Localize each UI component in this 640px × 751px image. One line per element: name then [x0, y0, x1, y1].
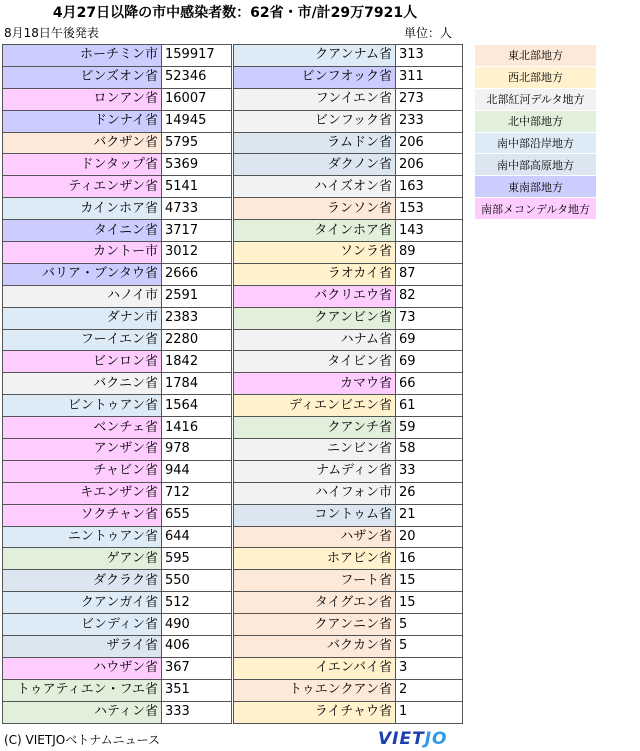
legend-item: 北中部地方	[475, 110, 597, 132]
table-row	[3, 351, 232, 373]
case-count: 87	[396, 263, 463, 285]
case-count: 2666	[162, 263, 232, 285]
table-row	[3, 263, 232, 285]
legend-row	[475, 198, 597, 220]
table-row	[234, 132, 463, 154]
table-row	[234, 66, 463, 88]
legend-row	[475, 132, 597, 154]
case-count: 21	[396, 504, 463, 526]
case-count: 206	[396, 132, 463, 154]
case-count: 512	[162, 592, 232, 614]
prefecture-name: ドンタップ省	[3, 154, 162, 176]
prefecture-name: ビンディン省	[3, 614, 162, 636]
table-row	[234, 460, 463, 482]
table-row	[234, 657, 463, 679]
prefecture-name: クアンナム省	[234, 45, 396, 67]
table-row	[234, 285, 463, 307]
prefecture-name: コントゥム省	[234, 504, 396, 526]
table-row	[234, 614, 463, 636]
case-count: 233	[396, 110, 463, 132]
prefecture-name: バクザン省	[3, 132, 162, 154]
prefecture-name: タイグエン省	[234, 592, 396, 614]
table-row	[234, 679, 463, 701]
prefecture-name: ドンナイ省	[3, 110, 162, 132]
case-count: 206	[396, 154, 463, 176]
case-count: 5795	[162, 132, 232, 154]
case-count: 2280	[162, 329, 232, 351]
prefecture-name: バクニン省	[3, 373, 162, 395]
case-count: 4733	[162, 198, 232, 220]
case-count: 595	[162, 548, 232, 570]
table-row	[3, 592, 232, 614]
table-row	[3, 657, 232, 679]
case-count: 15	[396, 592, 463, 614]
case-count: 61	[396, 395, 463, 417]
case-count: 712	[162, 482, 232, 504]
prefecture-name: ニントゥアン省	[3, 526, 162, 548]
case-count: 3012	[162, 242, 232, 264]
case-count: 1842	[162, 351, 232, 373]
case-count: 15	[396, 570, 463, 592]
prefecture-name: ハティン省	[3, 701, 162, 723]
table-row	[3, 198, 232, 220]
case-count: 1564	[162, 395, 232, 417]
legend-item: 東北部地方	[475, 45, 597, 67]
prefecture-name: クアンニン省	[234, 614, 396, 636]
prefecture-name: フーイエン省	[3, 329, 162, 351]
case-count: 2383	[162, 307, 232, 329]
table-row	[234, 242, 463, 264]
table-row	[3, 307, 232, 329]
prefecture-name: カインホア省	[3, 198, 162, 220]
prefecture-name: タイニン省	[3, 220, 162, 242]
table-row	[3, 88, 232, 110]
table-row	[3, 373, 232, 395]
table-row	[234, 504, 463, 526]
legend-item: 南中部高原地方	[475, 154, 597, 176]
table-row	[234, 548, 463, 570]
legend-item: 北部紅河デルタ地方	[475, 88, 597, 110]
prefecture-name: フンイエン省	[234, 88, 396, 110]
table-row	[234, 592, 463, 614]
case-count: 351	[162, 679, 232, 701]
case-count: 20	[396, 526, 463, 548]
case-count: 333	[162, 701, 232, 723]
prefecture-name: ディエンビエン省	[234, 395, 396, 417]
case-count: 313	[396, 45, 463, 67]
table-row	[234, 439, 463, 461]
legend-item: 東南部地方	[475, 176, 597, 198]
prefecture-name: ベンチェ省	[3, 417, 162, 439]
case-count: 26	[396, 482, 463, 504]
table-row	[3, 176, 232, 198]
case-count: 14945	[162, 110, 232, 132]
case-count: 550	[162, 570, 232, 592]
prefecture-name: トゥエンクアン省	[234, 679, 396, 701]
table-row	[3, 395, 232, 417]
table-row	[3, 636, 232, 658]
prefecture-name: クアンチ省	[234, 417, 396, 439]
case-count: 490	[162, 614, 232, 636]
prefecture-name: アンザン省	[3, 439, 162, 461]
case-count: 1	[396, 701, 463, 723]
table-row	[3, 154, 232, 176]
table-row	[3, 45, 232, 67]
prefecture-name: ハナム省	[234, 329, 396, 351]
table-row	[3, 570, 232, 592]
prefecture-name: クアンガイ省	[3, 592, 162, 614]
prefecture-name: ザライ省	[3, 636, 162, 658]
prefecture-name: ビンフック省	[234, 110, 396, 132]
prefecture-name: バリア・ブンタウ省	[3, 263, 162, 285]
legend-row	[475, 66, 597, 88]
table-row	[234, 701, 463, 723]
case-count: 153	[396, 198, 463, 220]
prefecture-name: ダナン市	[3, 307, 162, 329]
case-count: 311	[396, 66, 463, 88]
case-count: 69	[396, 329, 463, 351]
region-legend	[474, 44, 597, 220]
prefecture-name: ダクラク省	[3, 570, 162, 592]
table-row	[3, 526, 232, 548]
legend-row	[475, 110, 597, 132]
case-count: 3	[396, 657, 463, 679]
prefecture-name: ライチャウ省	[234, 701, 396, 723]
prefecture-name: ゲアン省	[3, 548, 162, 570]
case-count: 143	[396, 220, 463, 242]
prefecture-name: ティエンザン省	[3, 176, 162, 198]
case-count: 59	[396, 417, 463, 439]
table-row	[234, 570, 463, 592]
case-count: 2591	[162, 285, 232, 307]
prefecture-name: ソンラ省	[234, 242, 396, 264]
logo-main-text: VIET	[378, 729, 425, 749]
case-count: 273	[396, 88, 463, 110]
prefecture-name: ハイフォン市	[234, 482, 396, 504]
prefecture-name: ビントゥアン省	[3, 395, 162, 417]
prefecture-name: ソクチャン省	[3, 504, 162, 526]
table-row	[3, 679, 232, 701]
case-count: 52346	[162, 66, 232, 88]
table-row	[3, 110, 232, 132]
case-count: 5369	[162, 154, 232, 176]
legend-item: 南部メコンデルタ地方	[475, 198, 597, 220]
table-row	[3, 417, 232, 439]
table-row	[3, 460, 232, 482]
table-row	[234, 636, 463, 658]
case-count: 2	[396, 679, 463, 701]
prefecture-name: ニンビン省	[234, 439, 396, 461]
table-row	[3, 439, 232, 461]
prefecture-name: ハウザン省	[3, 657, 162, 679]
table-row	[234, 263, 463, 285]
prefecture-name: クアンビン省	[234, 307, 396, 329]
table-row	[234, 307, 463, 329]
table-row	[234, 45, 463, 67]
cases-table-left	[2, 44, 232, 724]
table-row	[234, 417, 463, 439]
prefecture-name: ダクノン省	[234, 154, 396, 176]
table-row	[3, 329, 232, 351]
prefecture-name: ラオカイ省	[234, 263, 396, 285]
prefecture-name: イエンバイ省	[234, 657, 396, 679]
table-row	[3, 548, 232, 570]
prefecture-name: バクカン省	[234, 636, 396, 658]
prefecture-name: ハザン省	[234, 526, 396, 548]
prefecture-name: ハイズオン省	[234, 176, 396, 198]
case-count: 655	[162, 504, 232, 526]
case-count: 944	[162, 460, 232, 482]
table-row	[234, 154, 463, 176]
prefecture-name: バクリエウ省	[234, 285, 396, 307]
table-row	[3, 504, 232, 526]
case-count: 82	[396, 285, 463, 307]
legend-row	[475, 45, 597, 67]
case-count: 367	[162, 657, 232, 679]
logo-accent-text: JO	[424, 729, 448, 749]
prefecture-name: カントー市	[3, 242, 162, 264]
case-count: 5141	[162, 176, 232, 198]
table-row	[234, 198, 463, 220]
prefecture-name: ハノイ市	[3, 285, 162, 307]
prefecture-name: ビンロン省	[3, 351, 162, 373]
prefecture-name: チャビン省	[3, 460, 162, 482]
case-count: 66	[396, 373, 463, 395]
prefecture-name: カマウ省	[234, 373, 396, 395]
table-row	[234, 88, 463, 110]
prefecture-name: ランソン省	[234, 198, 396, 220]
prefecture-name: ホーチミン市	[3, 45, 162, 67]
legend-item: 西北部地方	[475, 66, 597, 88]
case-count: 159917	[162, 45, 232, 67]
case-count: 5	[396, 636, 463, 658]
table-row	[234, 482, 463, 504]
case-count: 406	[162, 636, 232, 658]
table-row	[3, 66, 232, 88]
prefecture-name: ナムディン省	[234, 460, 396, 482]
table-row	[3, 285, 232, 307]
prefecture-name: トゥアティエン・フエ省	[3, 679, 162, 701]
case-count: 644	[162, 526, 232, 548]
table-row	[234, 110, 463, 132]
prefecture-name: フート省	[234, 570, 396, 592]
table-row	[234, 373, 463, 395]
announcement-date: 8月18日午後発表	[4, 26, 99, 40]
case-count: 73	[396, 307, 463, 329]
page-title: 4月27日以降の市中感染者数：62省・市/計29万7921人	[52, 5, 418, 21]
case-count: 5	[396, 614, 463, 636]
legend-row	[475, 88, 597, 110]
legend-row	[475, 176, 597, 198]
legend-row	[475, 154, 597, 176]
case-count: 16	[396, 548, 463, 570]
table-row	[234, 176, 463, 198]
prefecture-name: ホアビン省	[234, 548, 396, 570]
table-row	[234, 351, 463, 373]
vietjo-logo	[378, 729, 447, 749]
legend-item: 南中部沿岸地方	[475, 132, 597, 154]
table-row	[234, 220, 463, 242]
table-row	[234, 526, 463, 548]
table-row	[3, 242, 232, 264]
prefecture-name: ビンズオン省	[3, 66, 162, 88]
case-count: 1784	[162, 373, 232, 395]
cases-table-right	[233, 44, 463, 724]
table-row	[3, 482, 232, 504]
case-count: 89	[396, 242, 463, 264]
table-row	[3, 701, 232, 723]
table-row	[3, 132, 232, 154]
prefecture-name: ロンアン省	[3, 88, 162, 110]
case-count: 16007	[162, 88, 232, 110]
case-count: 163	[396, 176, 463, 198]
unit-label: 単位：人	[404, 26, 453, 40]
case-count: 69	[396, 351, 463, 373]
prefecture-name: タイビン省	[234, 351, 396, 373]
case-count: 978	[162, 439, 232, 461]
table-row	[3, 614, 232, 636]
prefecture-name: タインホア省	[234, 220, 396, 242]
case-count: 58	[396, 439, 463, 461]
prefecture-name: ラムドン省	[234, 132, 396, 154]
case-count: 33	[396, 460, 463, 482]
case-count: 3717	[162, 220, 232, 242]
prefecture-name: ビンフオック省	[234, 66, 396, 88]
table-row	[3, 220, 232, 242]
table-row	[234, 329, 463, 351]
case-count: 1416	[162, 417, 232, 439]
table-row	[234, 395, 463, 417]
prefecture-name: キエンザン省	[3, 482, 162, 504]
copyright-text: (C) VIETJOベトナムニュース	[4, 733, 161, 747]
